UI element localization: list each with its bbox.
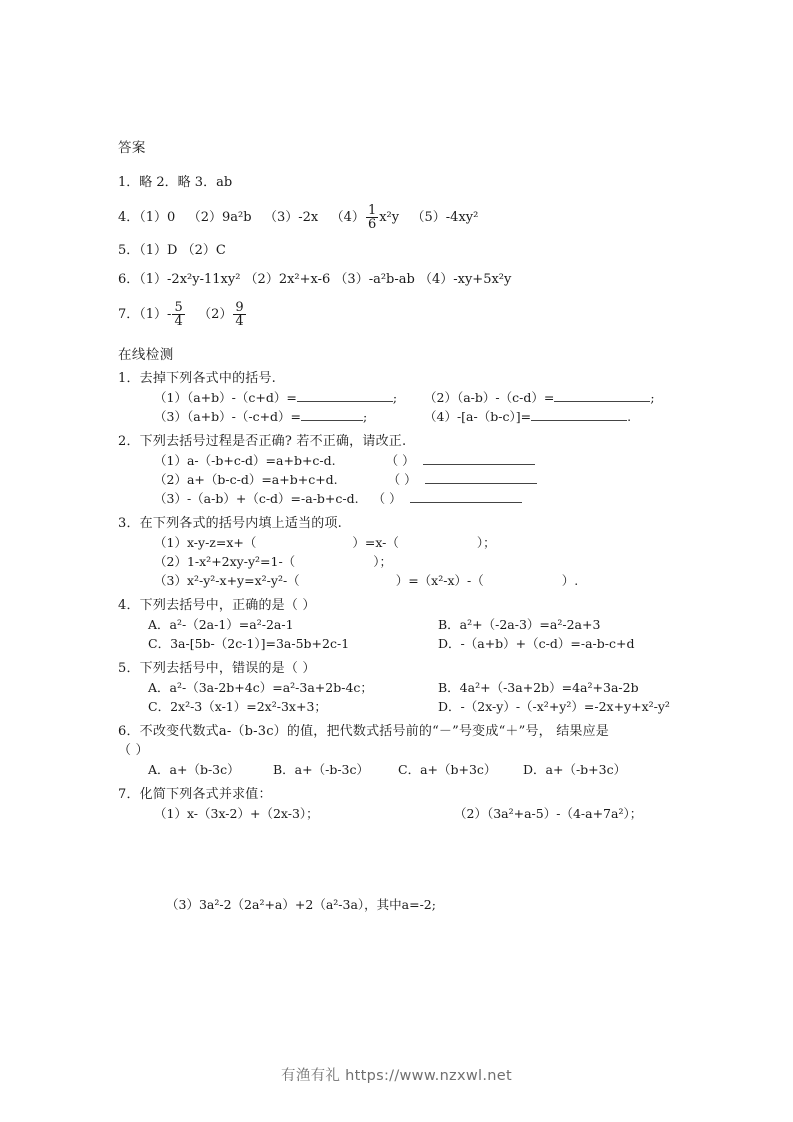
- answer-blank[interactable]: [425, 472, 537, 484]
- answer-7-item-1-prefix: （1）-: [139, 307, 172, 322]
- question-6-option-b[interactable]: B．a+（-b-3c）: [273, 762, 370, 777]
- question-5: [118, 659, 698, 716]
- answer-4-fraction: [366, 204, 378, 232]
- answer-4-item-3: （3）-2x: [263, 210, 319, 225]
- question-3-stem: 3．在下列各式的括号内填上适当的项.: [118, 516, 343, 531]
- question-7-stem: 7．化简下列各式并求值：: [118, 787, 272, 802]
- question-2-item-1: [118, 451, 698, 470]
- answer-7-label: 7．: [118, 307, 140, 322]
- question-6: [118, 722, 698, 779]
- answer-line-6: 6．（1）-2x²y-11xy² （2）2x²+x-6 （3）-a²b-ab （4）-xy+5x²y: [118, 272, 512, 287]
- quiz-section-title: 在线检测: [118, 347, 174, 363]
- question-1-item-3-end: ;: [363, 409, 368, 424]
- answer-blank[interactable]: [423, 453, 535, 465]
- fraction-numerator: 5: [174, 299, 183, 315]
- question-3: [118, 514, 698, 590]
- answer-4-item-2: （2）9a²b: [187, 210, 252, 225]
- question-5-stem: 5．下列去括号中，错误的是（ ）: [118, 661, 316, 676]
- answer-line-5: 5．（1）D （2）C: [118, 243, 226, 258]
- answer-4-item-1: （1）0: [139, 210, 176, 225]
- answer-4-item-5: （5）-4xy²: [411, 210, 479, 225]
- question-7-item-2: （2）（3a²+a-5）-（4-a+7a²）；: [454, 806, 643, 821]
- question-2-item-1-mark[interactable]: （ ）: [385, 453, 415, 468]
- fraction-numerator: 9: [235, 299, 244, 315]
- question-3-item-1-part-b: ）=x-（: [352, 535, 399, 550]
- question-3-item-2-part-b: ）；: [373, 554, 392, 569]
- question-1-item-4: [424, 407, 698, 426]
- document-content: [118, 138, 698, 920]
- question-1-item-2-end: ;: [650, 390, 655, 405]
- question-5-option-d[interactable]: D．-（2x-y）-（-x²+y²）=-2x+y+x²-y²: [438, 699, 670, 714]
- question-4: [118, 596, 698, 653]
- question-5-options-row-1: [118, 678, 698, 697]
- question-6-option-c[interactable]: C．a+（b+3c）: [398, 762, 497, 777]
- question-2-item-1-text: （1）a-（-b+c-d）=a+b+c-d.: [154, 453, 336, 468]
- question-1-item-4-text: （4）-[a-（b-c）]=: [424, 409, 532, 424]
- answer-blank[interactable]: [301, 409, 363, 421]
- answer-line-7: [118, 300, 698, 330]
- question-1-item-1: [118, 388, 424, 407]
- question-7: [118, 785, 698, 914]
- question-2-item-2: [118, 470, 698, 489]
- question-1-item-3: [118, 407, 424, 426]
- footer-watermark: 有渔有礼 https://www.nzxwl.net: [281, 1068, 512, 1084]
- worked-answer-space: [118, 823, 698, 895]
- question-3-item-3: [118, 571, 698, 590]
- question-2-item-3: [118, 489, 698, 508]
- question-1-stem: 1．去掉下列各式中的括号.: [118, 371, 277, 386]
- question-2: [118, 432, 698, 508]
- question-1-row-1: [118, 388, 698, 407]
- question-4-stem: 4．下列去括号中，正确的是（ ）: [118, 598, 316, 613]
- question-5-option-b[interactable]: B．4a²+（-3a+2b）=4a²+3a-2b: [438, 680, 639, 695]
- question-6-stem-continued: （ ）: [118, 743, 149, 758]
- question-4-options-row-1: [118, 615, 698, 634]
- question-4-option-d[interactable]: D．-（a+b）+（c-d）=-a-b-c+d: [438, 636, 635, 651]
- question-6-option-d[interactable]: D．a+（-b+3c）: [523, 762, 627, 777]
- question-6-option-a[interactable]: A．a+（b-3c）: [148, 762, 240, 777]
- question-1-item-4-end: .: [627, 409, 632, 424]
- question-2-item-2-text: （2）a+（b-c-d）=a+b+c+d.: [154, 472, 338, 487]
- question-4-options-row-2: [118, 634, 698, 653]
- answer-7-fraction-1: [172, 301, 184, 329]
- question-2-item-2-mark[interactable]: （ ）: [387, 472, 417, 487]
- fraction-denominator: 4: [174, 314, 183, 330]
- question-2-stem: 2．下列去括号过程是否正确? 若不正确，请改正.: [118, 434, 407, 449]
- question-1-item-1-text: （1）（a+b）-（c+d）=: [154, 390, 297, 405]
- question-3-item-2: [118, 552, 698, 571]
- answer-7-item-2-prefix: （2）: [198, 307, 233, 322]
- answer-4-label: 4．: [118, 210, 140, 225]
- question-6-options-row: [118, 760, 698, 779]
- question-5-option-a[interactable]: A．a²-（3a-2b+4c）=a²-3a+2b-4c；: [148, 680, 373, 695]
- question-3-item-1-part-a: （1）x-y-z=x+（: [154, 535, 257, 550]
- answer-line-4: [118, 203, 698, 233]
- question-1-item-2: [424, 388, 698, 407]
- question-6-stem: 6．不改变代数式a-（b-3c）的值，把代数式括号前的“－”号变成“＋”号， 结果应是: [118, 724, 609, 739]
- answers-section-title: 答案: [118, 140, 146, 156]
- answer-blank[interactable]: [410, 491, 522, 503]
- question-5-options-row-2: [118, 697, 698, 716]
- question-5-option-c[interactable]: C．2x²-3（x-1）=2x²-3x+3；: [148, 699, 327, 714]
- question-7-item-1: （1）x-（3x-2）+（2x-3）；: [154, 806, 319, 821]
- question-7-row-1: [118, 804, 698, 823]
- question-3-item-1: [118, 533, 698, 552]
- answer-blank[interactable]: [554, 390, 650, 402]
- question-1-row-2: [118, 407, 698, 426]
- question-7-item-3: （3）3a²-2（2a²+a）+2（a²-3a），其中a=-2;: [166, 897, 436, 912]
- answer-blank[interactable]: [297, 390, 393, 402]
- fraction-denominator: 6: [367, 217, 377, 233]
- fraction-denominator: 4: [235, 314, 244, 330]
- question-3-item-2-part-a: （2）1-x²+2xy-y²=1-（: [154, 554, 296, 569]
- answer-line-1: 1．略 2．略 3．ab: [118, 175, 233, 190]
- answer-blank[interactable]: [531, 409, 627, 421]
- question-1: [118, 369, 698, 426]
- question-1-item-2-text: （2）（a-b）-（c-d）=: [424, 390, 555, 405]
- question-3-item-3-part-c: ）.: [561, 573, 579, 588]
- answer-4-item-4-suffix: x²y: [379, 210, 400, 225]
- question-2-item-3-mark[interactable]: （ ）: [372, 491, 402, 506]
- question-1-item-3-text: （3）（a+b）-（-c+d）=: [154, 409, 302, 424]
- question-1-item-1-end: ;: [392, 390, 398, 405]
- question-2-item-3-text: （3）-（a-b）+（c-d）=-a-b+c-d.: [154, 491, 359, 506]
- question-4-option-b[interactable]: B．a²+（-2a-3）=a²-2a+3: [438, 617, 601, 632]
- question-4-option-c[interactable]: C．3a-[5b-（2c-1）]=3a-5b+2c-1: [148, 636, 350, 651]
- fraction-numerator: 1: [367, 202, 377, 218]
- question-3-item-1-part-c: ）；: [476, 535, 496, 550]
- question-3-item-3-part-b: ）=（x²-x）-（: [395, 573, 484, 588]
- answer-7-fraction-2: [233, 301, 245, 329]
- question-3-item-3-part-a: （3）x²-y²-x+y=x²-y²-（: [154, 573, 300, 588]
- question-4-option-a[interactable]: A．a²-（2a-1）=a²-2a-1: [148, 617, 294, 632]
- answer-4-item-4-prefix: （4）: [330, 210, 365, 225]
